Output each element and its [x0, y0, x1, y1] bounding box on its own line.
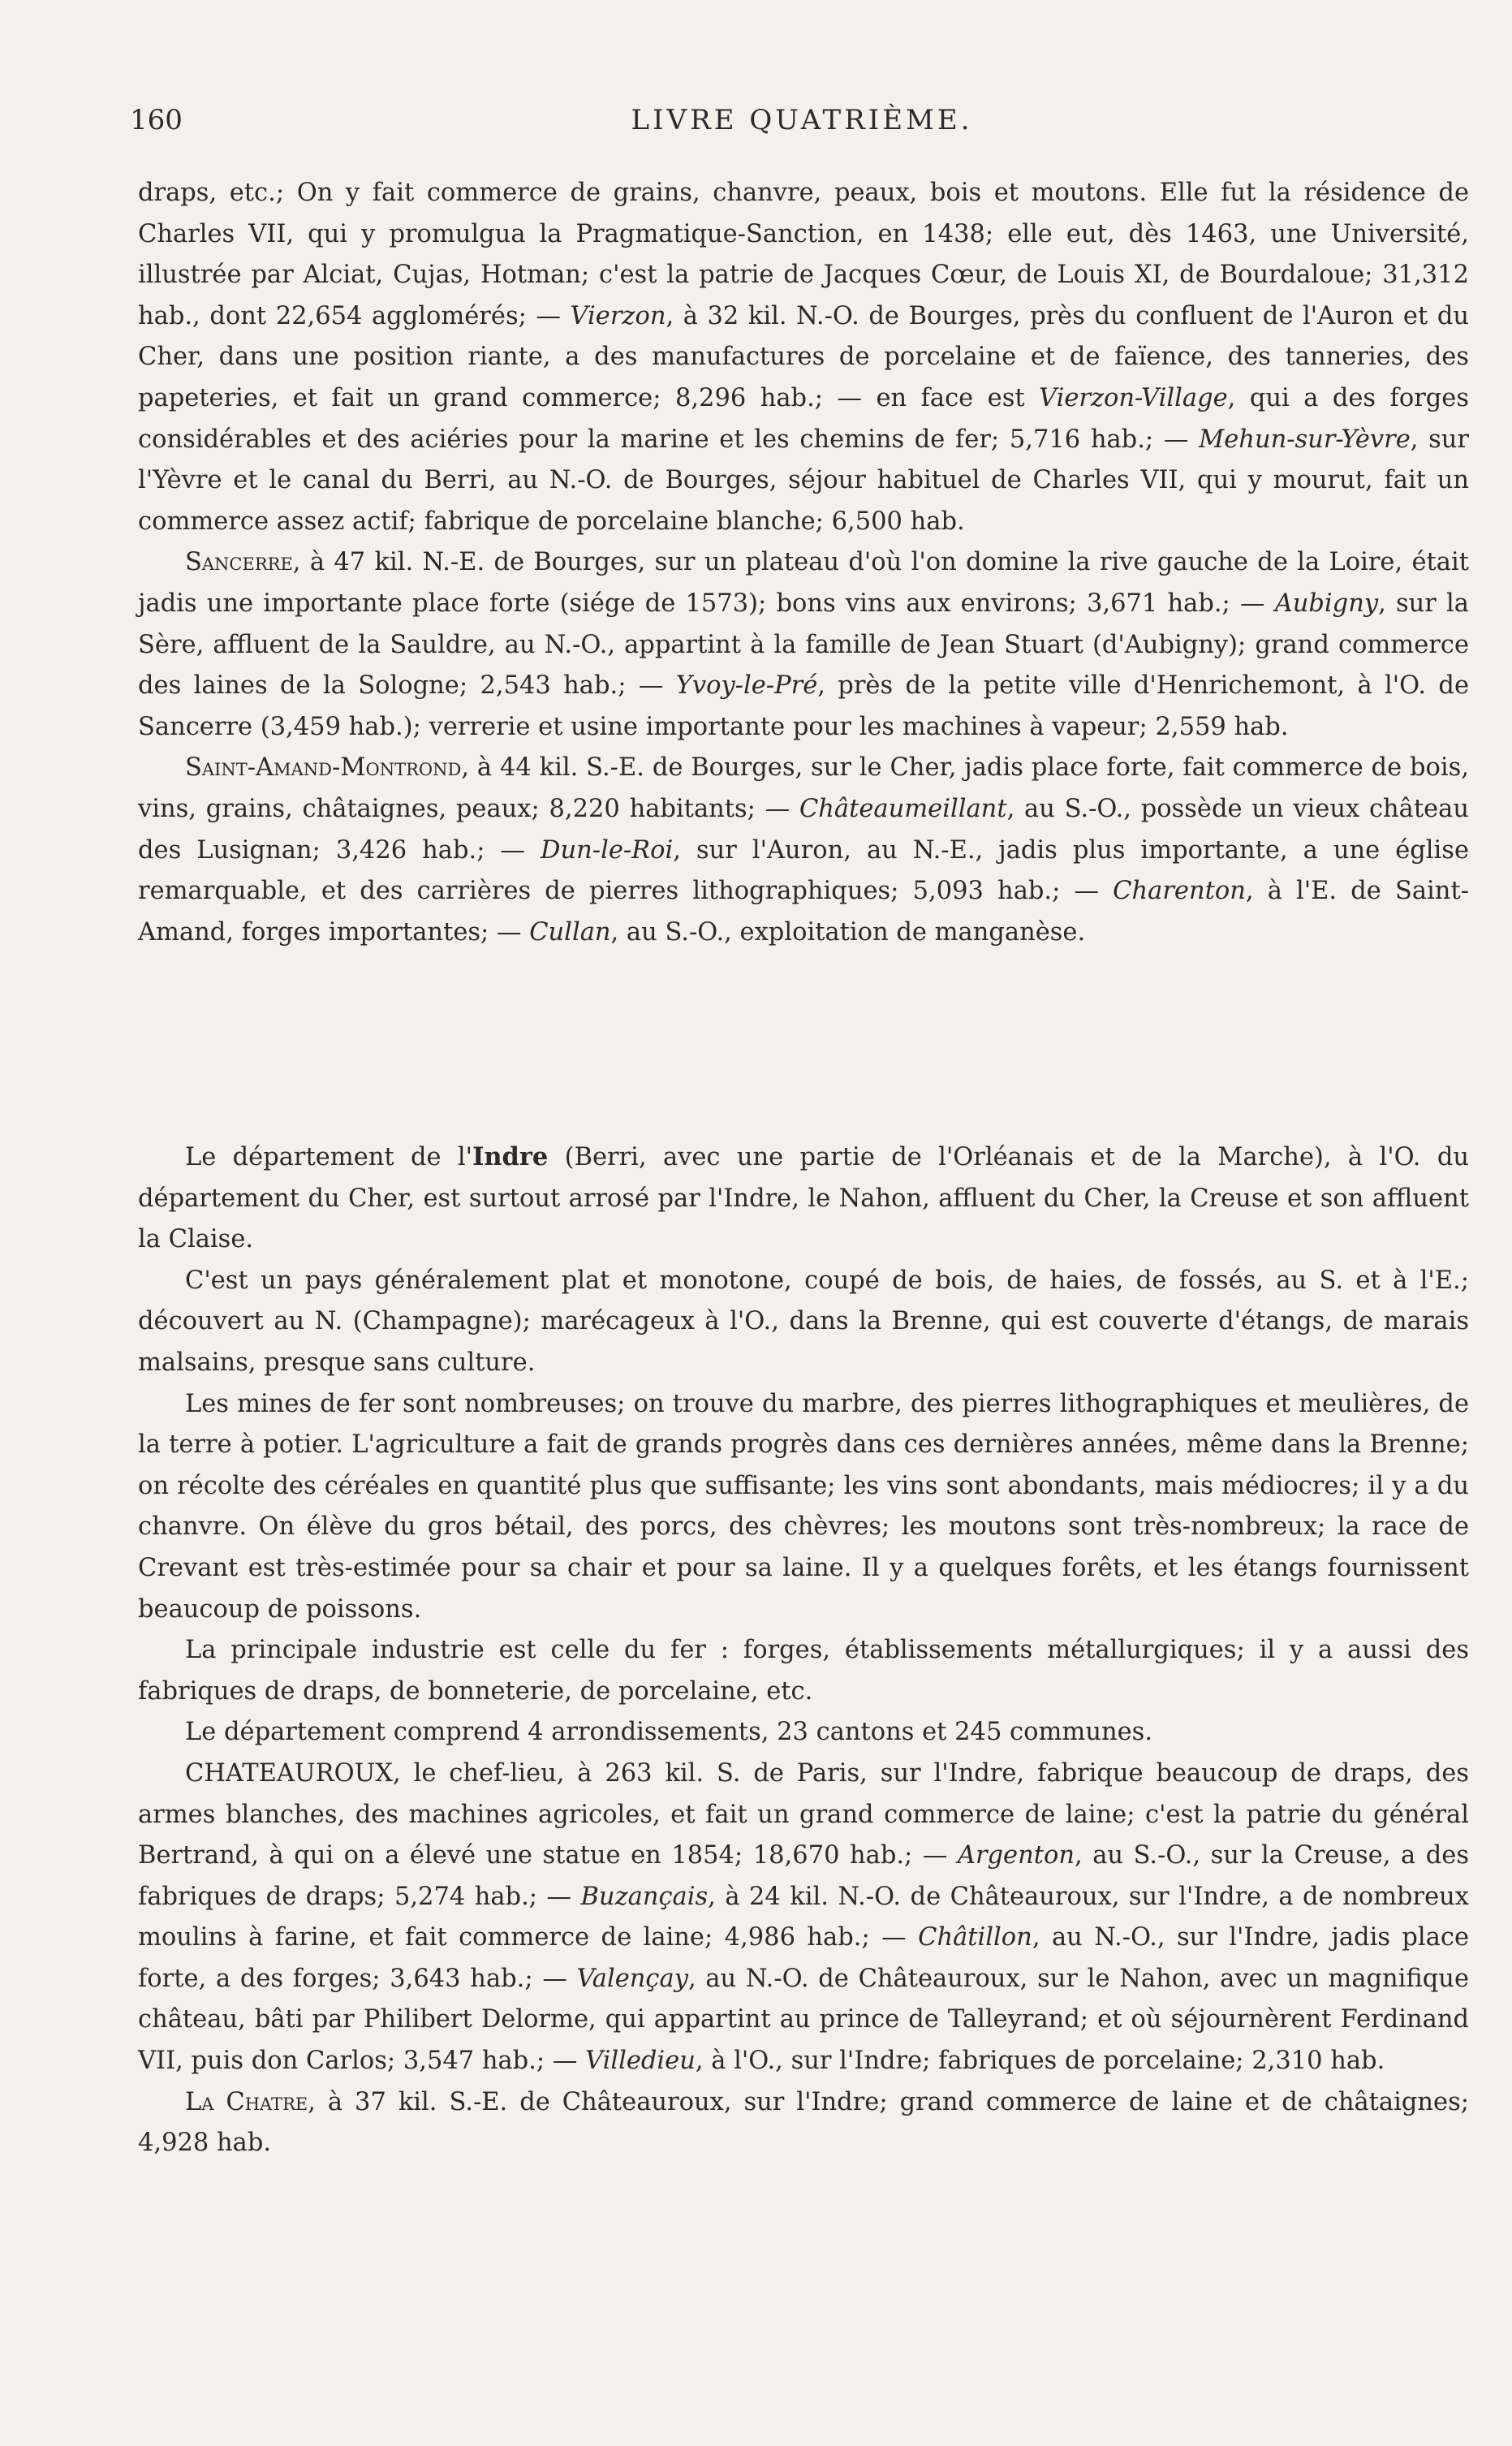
paragraph-saint-amand-montrond: Saint-Amand-Montrond, à 44 kil. S.-E. de Bourges, sur le Cher, jadis place forte, fait commerce de bois, vins, grains, châtaignes, peaux; 8,220 habitants; — Châteaumeillant, au S.-O., possède un vieux château des Lusignan; 3,426 hab.; — Dun-le-Roi, sur l'Auron, au N.-E., jadis plus importante, a une église remarquable, et des carrières de pierres lithographiques; 5,093 hab.; — Charenton, à l'E. de Saint-Amand, forges importantes; — Cullan, au S.-O., exploitation de manganèse. — [138, 753, 1470, 947]
section-cher — [138, 173, 1469, 953]
paragraph-la-chatre: La Chatre, à 37 kil. S.-E. de Châteauroux, sur l'Indre; grand commerce de laine et de châtaignes; 4,928 hab. — [138, 2087, 1469, 2158]
place-sancerre: Sancerre — [185, 548, 293, 577]
place-la-chatre: La Chatre — [185, 2087, 308, 2116]
place-vierzon: Vierzon — [570, 301, 666, 330]
paragraph-indre-terrain: C'est un pays généralement plat et monotone, coupé de bois, de haies, de fossés, au S. et à l'E.; découvert au N. (Champagne); marécageux à l'O., dans la Brenne, qui est couverte d'étangs, de marais malsains, presque sans culture. — [138, 1266, 1469, 1377]
department-name-indre: Indre — [472, 1142, 549, 1171]
place-aubigny: Aubigny — [1274, 589, 1379, 618]
running-title: LIVRE QUATRIÈME. — [631, 104, 973, 136]
paragraph-cher-bourges-arrondissement: draps, etc.; On y fait commerce de grains, chanvre, peaux, bois et moutons. Elle fut la résidence de Charles VII, qui y promulgua la Pragmatique-Sanction, en 1438; elle eut, dès 1463, une Université, illustrée par Alciat, Cujas, Hotman; c'est la patrie de Jacques Cœur, de Louis XI, de Bourdaloue; 31,312 hab., dont 22,654 agglomérés; — Vierzon, à 32 kil. N.-O. de Bourges, près du confluent de l'Auron et du Cher, dans une position riante, a des manufactures de porcelaine et de faïence, des tanneries, des papeteries, et fait un grand commerce; 8,296 hab.; — en face est Vierzon-Village, qui a des forges considérables et des aciéries pour la marine et les chemins de fer; 5,716 hab.; — Mehun-sur-Yèvre, sur l'Yèvre et le canal du Berri, au N.-O. de Bourges, séjour habituel de Charles VII, qui y mourut, fait un commerce assez actif; fabrique de porcelaine blanche; 6,500 hab. — [138, 179, 1469, 536]
place-argenton: Argenton — [957, 1841, 1075, 1870]
paragraph-indre-resources: Les mines de fer sont nombreuses; on trouve du marbre, des pierres lithographiques et meulières, de la terre à potier. L'agriculture a fait de grands progrès dans ces dernières années, même dans la Brenne; on récolte des céréales en quantité plus que suffisante; les vins sont abondants, mais médiocres; il y a du chanvre. On élève du gros bétail, des porcs, des chèvres; les moutons sont très-nombreux; la race de Crevant est très-estimée pour sa chair et pour sa laine. Il y a quelques forêts, et les étangs fournissent beaucoup de poissons. — [138, 1389, 1469, 1624]
page-header — [130, 96, 1474, 145]
place-chatillon: Châtillon — [918, 1923, 1032, 1952]
paragraph-indre-administration: Le département comprend 4 arrondissements, 23 cantons et 245 communes. — [185, 1718, 1153, 1747]
place-vierzon-village: Vierzon-Village — [1039, 383, 1228, 412]
paragraph-indre-intro: Le département de l'Indre (Berri, avec une partie de l'Orléanais et de la Marche), à l'O. du département du Cher, est surtout arrosé par l'Indre, le Nahon, affluent du Cher, la Creuse et son affluent la Claise. — [138, 1142, 1469, 1254]
place-chateaumeillant: Châteaumeillant — [799, 794, 1007, 823]
section-indre — [138, 1137, 1469, 2164]
paragraph-chateauroux: CHATEAUROUX, le chef-lieu, à 263 kil. S. de Paris, sur l'Indre, fabrique beaucoup de draps, des armes blanches, des machines agricoles, et fait un grand commerce de laine; c'est la patrie du général Bertrand, à qui on a élevé une statue en 1854; 18,670 hab.; — Argenton, au S.-O., sur la Creuse, a des fabriques de draps; 5,274 hab.; — Buzançais, à 24 kil. N.-O. de Châteauroux, sur l'Indre, a de nombreux moulins à farine, et fait commerce de laine; 4,986 hab.; — Châtillon, au N.-O., sur l'Indre, jadis place forte, a des forges; 3,643 hab.; — Valençay, au N.-O. de Châteauroux, sur le Nahon, avec un magnifique château, bâti par Philibert Delorme, qui appartint au prince de Talleyrand; et où séjournèrent Ferdinand VII, puis don Carlos; 3,547 hab.; — Villedieu, à l'O., sur l'Indre; fabriques de porcelaine; 2,310 hab. — [138, 1758, 1470, 2076]
place-dun-le-roi: Dun-le-Roi — [541, 835, 674, 865]
paragraph-indre-industry: La principale industrie est celle du fer : forges, établissements métallurgiques; il y a aussi des fabriques de draps, de bonneterie, de porcelaine, etc. — [138, 1636, 1469, 1706]
place-yvoy-le-pre: Yvoy-le-Pré — [675, 671, 818, 701]
place-saint-amand-montrond: Saint-Amand-Montrond — [185, 753, 462, 783]
place-villedieu: Villedieu — [585, 2047, 696, 2076]
place-cullan: Cullan — [529, 917, 611, 947]
place-charenton: Charenton — [1113, 877, 1246, 906]
paragraph-sancerre: Sancerre, à 47 kil. N.-E. de Bourges, sur un plateau d'où l'on domine la rive gauche de la Loire, était jadis une importante place forte (siége de 1573); bons vins aux environs; 3,671 hab.; — Aubigny, sur la Sère, affluent de la Sauldre, au N.-O., appartint à la famille de Jean Stuart (d'Aubigny); grand commerce des laines de la Sologne; 2,543 hab.; — Yvoy-le-Pré, près de la petite ville d'Henrichemont, à l'O. de Sancerre (3,459 hab.); verrerie et usine importante pour les machines à vapeur; 2,559 hab. — [138, 548, 1469, 741]
page-number: 160 — [130, 104, 183, 136]
place-valencay: Valençay — [576, 1964, 688, 1993]
place-buzancais: Buzançais — [580, 1882, 709, 1911]
place-mehun-sur-yevre: Mehun-sur-Yèvre — [1199, 425, 1411, 454]
